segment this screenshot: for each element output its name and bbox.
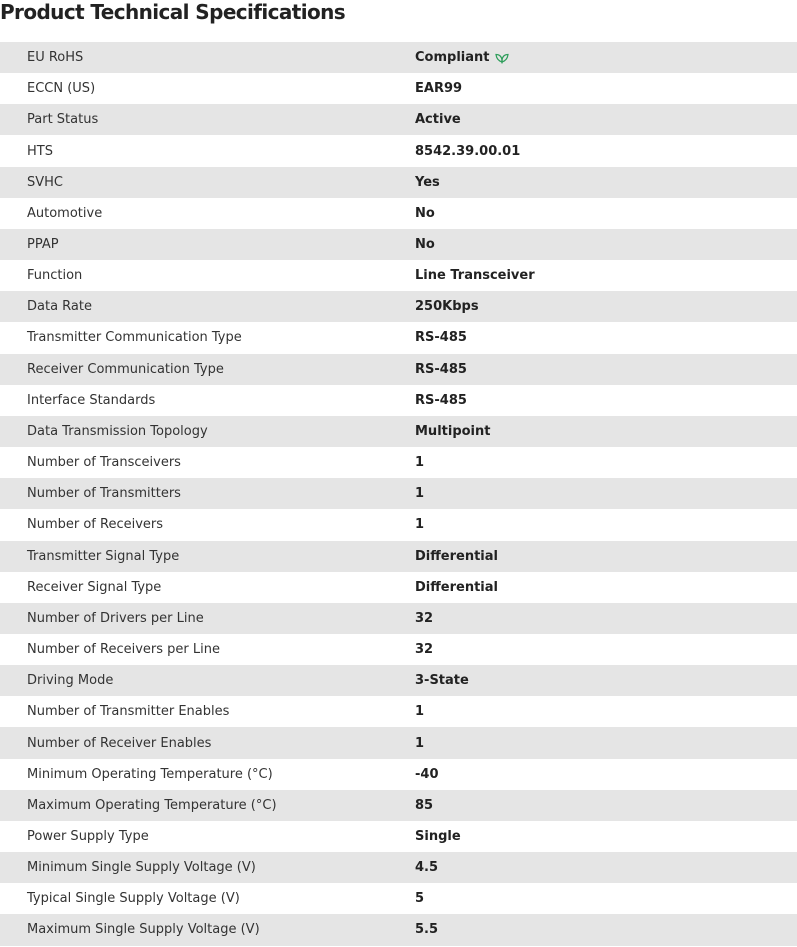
spec-value-cell	[415, 229, 797, 260]
spec-label: Data Transmission Topology	[0, 416, 415, 447]
spec-row	[0, 696, 797, 727]
spec-value: Single	[415, 828, 461, 844]
spec-value-cell	[415, 914, 797, 945]
spec-label: Typical Single Supply Voltage (V)	[0, 883, 415, 914]
spec-value: Differential	[415, 579, 498, 595]
spec-value-cell	[415, 42, 797, 73]
spec-value: 1	[415, 704, 425, 720]
spec-value-cell	[415, 260, 797, 291]
spec-label: Number of Drivers per Line	[0, 603, 415, 634]
spec-row	[0, 665, 797, 696]
spec-value-cell	[415, 291, 797, 322]
spec-row	[0, 883, 797, 914]
spec-label: Maximum Operating Temperature (°C)	[0, 790, 415, 821]
spec-row	[0, 167, 797, 198]
spec-value: 32	[415, 610, 434, 626]
spec-value: Multipoint	[415, 423, 491, 439]
spec-value-cell	[415, 572, 797, 603]
spec-value-cell	[415, 541, 797, 572]
spec-label: Number of Receivers	[0, 509, 415, 540]
spec-value-cell	[415, 759, 797, 790]
spec-row	[0, 385, 797, 416]
spec-row	[0, 104, 797, 135]
spec-value: 8542.39.00.01	[415, 143, 521, 159]
spec-row	[0, 603, 797, 634]
spec-value: Active	[415, 112, 461, 128]
spec-value-cell	[415, 167, 797, 198]
spec-value-cell	[415, 696, 797, 727]
spec-row	[0, 135, 797, 166]
spec-row	[0, 572, 797, 603]
spec-label: Driving Mode	[0, 665, 415, 696]
spec-label: Number of Receivers per Line	[0, 634, 415, 665]
spec-value: 32	[415, 642, 434, 658]
spec-value-cell	[415, 509, 797, 540]
spec-value: 1	[415, 517, 425, 533]
spec-label: ECCN (US)	[0, 73, 415, 104]
spec-value-cell	[415, 821, 797, 852]
spec-label: PPAP	[0, 229, 415, 260]
spec-row	[0, 759, 797, 790]
spec-label: Maximum Single Supply Voltage (V)	[0, 914, 415, 945]
spec-row	[0, 541, 797, 572]
spec-label: Automotive	[0, 198, 415, 229]
spec-label: Transmitter Communication Type	[0, 322, 415, 353]
spec-value: EAR99	[415, 81, 463, 97]
spec-row	[0, 727, 797, 758]
spec-table-body	[0, 42, 797, 946]
spec-label: Part Status	[0, 104, 415, 135]
spec-row	[0, 478, 797, 509]
spec-value-cell	[415, 665, 797, 696]
spec-label: EU RoHS	[0, 42, 415, 73]
spec-value: 3-State	[415, 673, 469, 689]
spec-row	[0, 416, 797, 447]
spec-row	[0, 260, 797, 291]
spec-label: Receiver Communication Type	[0, 354, 415, 385]
spec-label: Transmitter Signal Type	[0, 541, 415, 572]
spec-row	[0, 73, 797, 104]
spec-value: 1	[415, 735, 425, 751]
spec-row	[0, 447, 797, 478]
spec-value-cell	[415, 852, 797, 883]
spec-value-cell	[415, 104, 797, 135]
spec-label: Receiver Signal Type	[0, 572, 415, 603]
spec-row	[0, 634, 797, 665]
spec-value: Line Transceiver	[415, 268, 535, 284]
spec-value-cell	[415, 447, 797, 478]
spec-label: Interface Standards	[0, 385, 415, 416]
spec-value: 5.5	[415, 922, 439, 938]
spec-value-cell	[415, 790, 797, 821]
spec-value: 250Kbps	[415, 299, 479, 315]
spec-value: RS-485	[415, 330, 467, 346]
spec-row	[0, 509, 797, 540]
spec-value: Yes	[415, 174, 440, 190]
spec-row	[0, 42, 797, 73]
spec-row	[0, 914, 797, 945]
spec-value-cell	[415, 135, 797, 166]
page-title: Product Technical Specifications	[0, 0, 346, 24]
spec-label: Function	[0, 260, 415, 291]
spec-label: Minimum Operating Temperature (°C)	[0, 759, 415, 790]
spec-label: Number of Transmitter Enables	[0, 696, 415, 727]
spec-label: Data Rate	[0, 291, 415, 322]
spec-value-cell	[415, 416, 797, 447]
spec-label: Number of Receiver Enables	[0, 727, 415, 758]
spec-row	[0, 291, 797, 322]
spec-value-cell	[415, 385, 797, 416]
spec-value-cell	[415, 73, 797, 104]
spec-value-cell	[415, 478, 797, 509]
spec-value: 5	[415, 891, 425, 907]
spec-value: Differential	[415, 548, 498, 564]
spec-row	[0, 198, 797, 229]
spec-value-cell	[415, 603, 797, 634]
spec-row	[0, 354, 797, 385]
spec-value-cell	[415, 634, 797, 665]
spec-label: Minimum Single Supply Voltage (V)	[0, 852, 415, 883]
spec-value: 1	[415, 486, 425, 502]
spec-value: RS-485	[415, 361, 467, 377]
spec-table	[0, 42, 797, 946]
spec-value: -40	[415, 766, 439, 782]
spec-value-cell	[415, 883, 797, 914]
spec-value: RS-485	[415, 392, 467, 408]
spec-value-cell	[415, 354, 797, 385]
leaf-icon	[495, 52, 509, 64]
spec-value: No	[415, 237, 435, 253]
spec-value: 1	[415, 455, 425, 471]
spec-label: Power Supply Type	[0, 821, 415, 852]
spec-row	[0, 322, 797, 353]
spec-value-cell	[415, 198, 797, 229]
spec-value: No	[415, 205, 435, 221]
spec-label: Number of Transmitters	[0, 478, 415, 509]
spec-row	[0, 852, 797, 883]
spec-label: Number of Transceivers	[0, 447, 415, 478]
spec-label: HTS	[0, 135, 415, 166]
spec-row	[0, 821, 797, 852]
spec-value: Compliant	[415, 50, 490, 66]
spec-value-cell	[415, 322, 797, 353]
spec-row	[0, 229, 797, 260]
spec-value: 4.5	[415, 860, 439, 876]
spec-row	[0, 790, 797, 821]
spec-value: 85	[415, 797, 434, 813]
spec-value-cell	[415, 727, 797, 758]
spec-label: SVHC	[0, 167, 415, 198]
